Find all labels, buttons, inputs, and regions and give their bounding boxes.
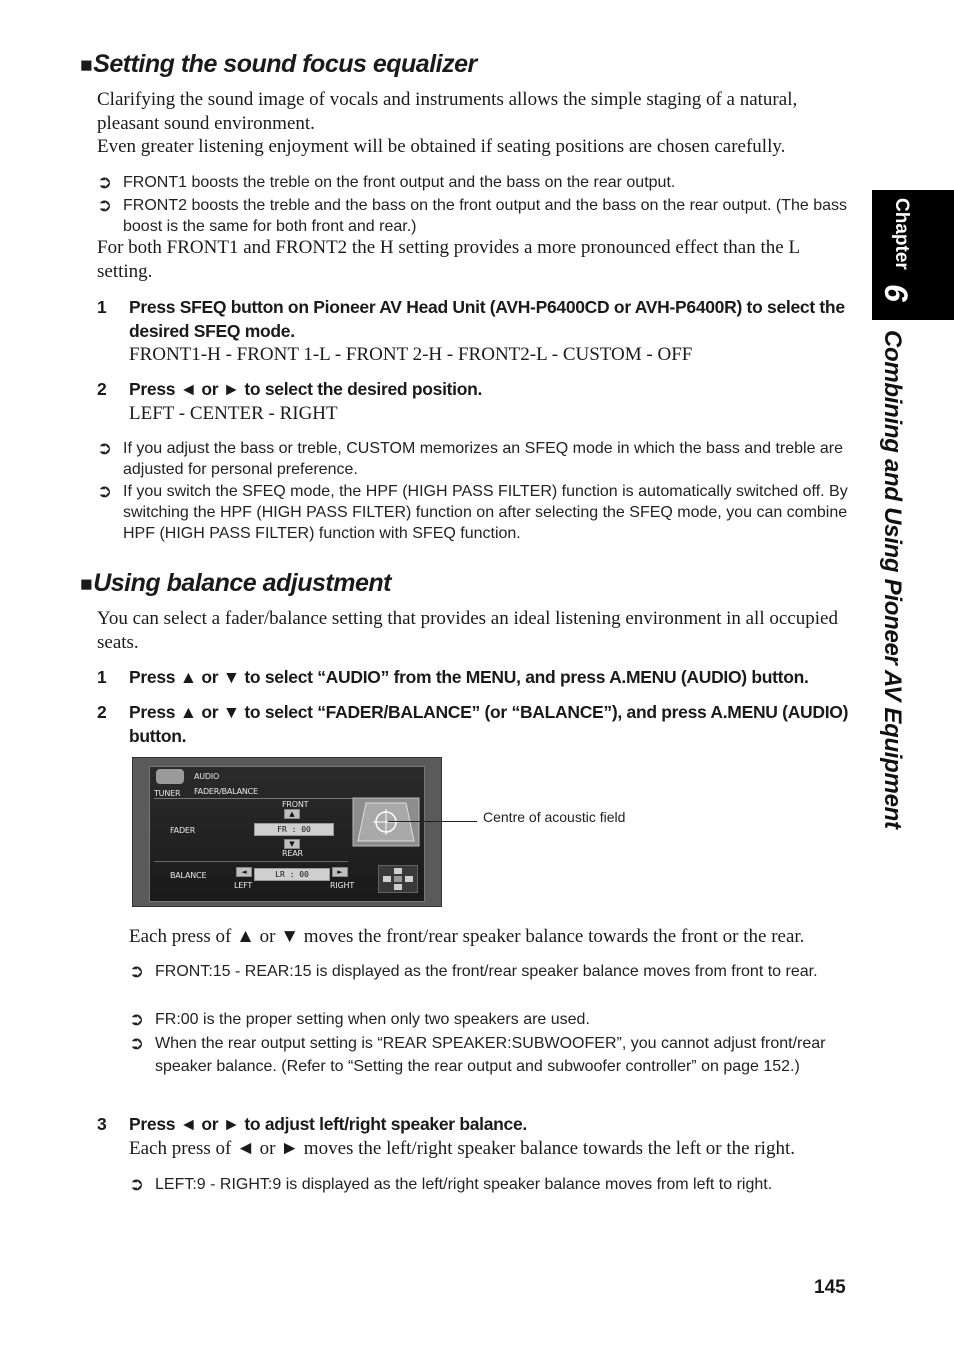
screen-fader-balance-label: FADER/BALANCE bbox=[194, 787, 258, 796]
step-2-sub: LEFT - CENTER - RIGHT bbox=[129, 403, 338, 424]
screen-fader-label: FADER bbox=[170, 826, 196, 835]
screen-divider bbox=[154, 861, 348, 862]
note-arrow-icon: ➲ bbox=[129, 1174, 145, 1194]
note-arrow-icon: ➲ bbox=[129, 1033, 145, 1053]
step-2: 2 Press ▲ or ▼ to select “FADER/BALANCE” (or “BALANCE”), and press A.MENU (AUDIO) button. bbox=[97, 702, 849, 746]
callout-line bbox=[388, 821, 477, 822]
right-button[interactable]: ► bbox=[332, 867, 348, 877]
screen-audio-label: AUDIO bbox=[194, 772, 220, 781]
note-item: ➲ LEFT:9 - RIGHT:9 is displayed as the left/right speaker balance moves from left to right. bbox=[129, 1174, 773, 1194]
note-arrow-icon: ➲ bbox=[97, 438, 113, 458]
rear-down-button[interactable]: ▼ bbox=[284, 839, 300, 849]
note-item: ➲ If you switch the SFEQ mode, the HPF (HIGH PASS FILTER) function is automatically switched off. By switching the HPF (HIGH PASS FILTER) function on after selecting the SFEQ mode, you can combine HPF (HIGH PASS FILTER) function with SFEQ function. bbox=[97, 481, 848, 542]
paragraph: Each press of ◄ or ► moves the left/right speaker balance towards the left or the right. bbox=[129, 1138, 795, 1159]
chapter-tab bbox=[872, 190, 954, 320]
screen-rear-label: REAR bbox=[282, 849, 303, 858]
page-number: 145 bbox=[814, 1277, 846, 1298]
screen-front-label: FRONT bbox=[282, 800, 309, 809]
callout-label: Centre of acoustic field bbox=[483, 809, 626, 825]
screen-display bbox=[149, 766, 425, 902]
menu-logo-icon bbox=[156, 769, 184, 784]
note-item: ➲ If you adjust the bass or treble, CUSTOM memorizes an SFEQ mode in which the bass and treble are adjusted for personal preference. bbox=[97, 438, 844, 478]
note-arrow-icon: ➲ bbox=[97, 481, 113, 501]
step-1-sub: FRONT1-H - FRONT 1-L - FRONT 2-H - FRONT2-L - CUSTOM - OFF bbox=[129, 344, 693, 365]
note-arrow-icon: ➲ bbox=[97, 172, 113, 192]
paragraph: Each press of ▲ or ▼ moves the front/rear speaker balance towards the front or the rear. bbox=[129, 926, 805, 947]
note-arrow-icon: ➲ bbox=[97, 195, 113, 215]
chapter-label: Chapter bbox=[891, 198, 912, 270]
note-item: ➲ FR:00 is the proper setting when only two speakers are used. bbox=[129, 1009, 590, 1029]
acoustic-field-diagram bbox=[352, 797, 420, 847]
step-1: 1 Press SFEQ button on Pioneer AV Head Unit (AVH-P6400CD or AVH-P6400R) to select the desired SFEQ mode. bbox=[97, 297, 845, 341]
note-arrow-icon: ➲ bbox=[129, 961, 145, 981]
left-button[interactable]: ◄ bbox=[236, 867, 252, 877]
direction-pad-icon[interactable] bbox=[378, 865, 418, 893]
section-title-balance: ■Using balance adjustment bbox=[80, 569, 391, 597]
step-1: 1 Press ▲ or ▼ to select “AUDIO” from the MENU, and press A.MENU (AUDIO) button. bbox=[97, 667, 809, 687]
intro-paragraph-2: Even greater listening enjoyment will be obtained if seating positions are chosen carefully. bbox=[97, 136, 786, 157]
note-item: ➲ FRONT:15 - REAR:15 is displayed as the front/rear speaker balance moves from front to rear. bbox=[129, 961, 818, 981]
screen-tuner-label: TUNER bbox=[154, 789, 181, 798]
fader-balance-screen bbox=[132, 757, 442, 907]
step-3: 3 Press ◄ or ► to adjust left/right speaker balance. bbox=[97, 1114, 527, 1134]
screen-left-label: LEFT bbox=[234, 881, 253, 890]
balance-value: LR : 00 bbox=[254, 868, 330, 881]
screen-balance-label: BALANCE bbox=[170, 871, 207, 880]
front-up-button[interactable]: ▲ bbox=[284, 809, 300, 819]
note-item: ➲ FRONT1 boosts the treble on the front output and the bass on the rear output. bbox=[97, 172, 676, 192]
step-2: 2 Press ◄ or ► to select the desired position. bbox=[97, 379, 483, 399]
intro-paragraph: Clarifying the sound image of vocals and instruments allows the simple staging of a natural, pleasant sound environment. bbox=[97, 89, 798, 134]
note-item: ➲ FRONT2 boosts the treble and the bass on the front output and the bass on the rear output. (The bass boost is the same for both front and rear.) bbox=[97, 195, 847, 235]
balance-intro: You can select a fader/balance setting that provides an ideal listening environment in all occupied seats. bbox=[97, 608, 838, 653]
chapter-number: 6 bbox=[878, 284, 914, 302]
fader-value: FR : 00 bbox=[254, 823, 334, 836]
section-title-sound-focus: ■Setting the sound focus equalizer bbox=[80, 50, 477, 78]
screen-right-label: RIGHT bbox=[330, 881, 355, 890]
note-arrow-icon: ➲ bbox=[129, 1009, 145, 1029]
paragraph: For both FRONT1 and FRONT2 the H setting provides a more pronounced effect than the L setting. bbox=[97, 237, 800, 282]
note-item: ➲ When the rear output setting is “REAR SPEAKER:SUBWOOFER”, you cannot adjust front/rear speaker balance. (Refer to “Setting the rear output and subwoofer controller” on page 152.) bbox=[129, 1033, 826, 1075]
chapter-title-vertical: Combining and Using Pioneer AV Equipment bbox=[879, 330, 906, 829]
